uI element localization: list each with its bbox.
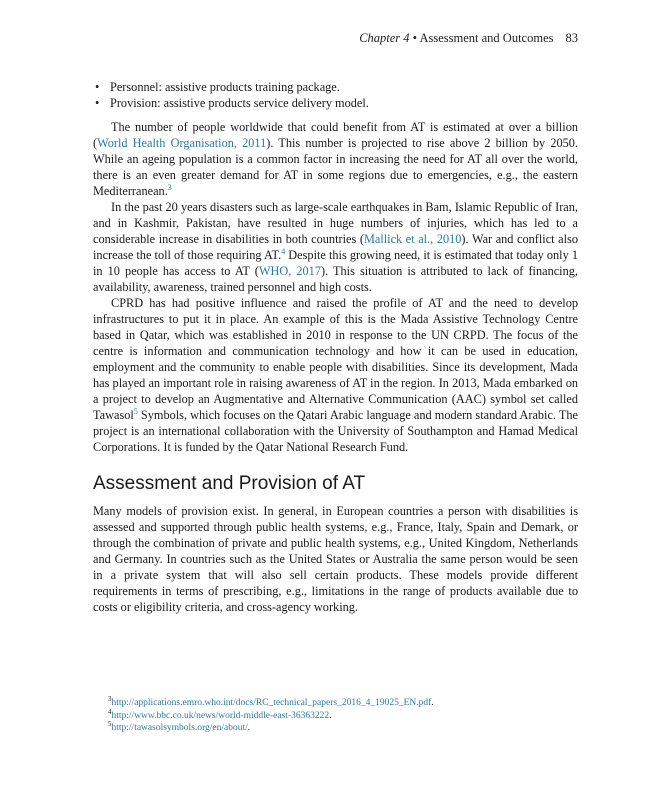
text-run: ). War and conflict also increase the toll of those requiring AT. [93,232,578,262]
footnote-period: . [329,710,332,721]
citation-mallick-2010[interactable]: Mallick et al., 2010 [363,232,462,246]
body-text [93,79,578,615]
citation-who-2017[interactable]: WHO, 2017 [258,264,321,278]
running-head-separator: • [409,31,420,45]
citation-who-2011[interactable]: World Health Organisation, 2011 [97,136,267,150]
text-run: ). This number is projected to rise above 2 billion by 2050. While an ageing population is a common factor in increasing the need for AT all over the world, there is an even greater demand for AT in some regions due to emergencies, e.g., the eastern Mediterranean. [93,136,578,198]
chapter-title: Assessment and Outcomes [419,31,554,45]
bullet-item: • Personnel: assistive products training package. [93,79,578,95]
chapter-label: Chapter 4 [359,31,410,45]
text-run: The number of people worldwide that could benefit from AT is estimated at over a billion ( [93,120,578,150]
footnote-number: 3 [108,694,112,703]
footnote-period: . [247,723,251,733]
section-heading: Assessment and Provision of AT [93,473,366,494]
bullet-item: • Provision: assistive products service delivery model. [93,95,578,111]
bullet-list [93,79,578,111]
text-run: Symbols, which focuses on the Qatari Arabic language and modern standard Arabic. The project is an international collaboration with the University of Southampton and Hamad Medical Corporations. It is funded by the Qatar National Research Fund. [93,408,578,454]
text-run: In the past 20 years disasters such as large-scale earthquakes in Bam, Islamic Republic of Iran, and in Kashmir, Pakistan, have resulted in huge numbers of injuries, which has led to a considerable increase in disabilities in both countries ( [93,200,578,246]
footnote-5 [108,719,434,735]
text-run: CPRD has had positive influence and raised the profile of AT and the need to develop infrastructures to put it in place. An example of this is the Mada Assistive Technology Centre based in Qatar, which was established in 2010 in response to the UN CRPD. The focus of the centre is information and communication technology and how it can be used in education, employment and the community to enable people with disabilities. Since its development, Mada has played an important role in raising awareness of AT in the region. In 2013, Mada embarked on a project to develop an Augmentative and Alternative Communication (AAC) symbol set called Tawasol [93,296,578,422]
footnote-number: 5 [108,719,112,728]
footnote-ref-3[interactable]: 3 [167,182,172,192]
paragraph-disasters [93,199,578,295]
footnote-ref-5[interactable]: 5 [133,406,138,416]
footnote-link[interactable]: http://www.bbc.co.uk/news/world-middle-east-36363222 [111,710,330,721]
footnotes [108,694,434,735]
footnote-number: 4 [108,707,112,716]
running-head [359,31,578,46]
footnote-period: . [431,698,434,708]
footnote-3 [108,694,434,710]
text-run: Despite this growing need, it is estimated that today only 1 in 10 people has access to AT ( [93,248,578,278]
text-run: ). This situation is attributed to lack of financing, availability, awareness, trained personnel and high costs. [93,264,578,294]
paragraph-cprd-mada [93,295,578,455]
footnote-link[interactable]: http://applications.emro.who.int/docs/RC_technical_papers_2016_4_19025_EN.pdf [111,698,432,708]
page-number: 83 [565,31,578,45]
paragraph-at-demand [93,119,578,199]
footnote-ref-4[interactable]: 4 [281,246,286,256]
paragraph-provision-models: Many models of provision exist. In general, in European countries a person with disabilities is assessed and supported through public health systems, e.g., France, Italy, Spain and Demark, or through the combination of private and public health systems, e.g., United Kingdom, Netherlands and Germany. In countries such as the United States or Australia the same person would be seen in a private system that will also sell certain products. These models provide different requirements in terms of prescribing, e.g., limitations in the range of products available due to costs or eligibility criteria, and cross-agency working. [93,504,578,614]
footnote-4 [108,707,434,723]
footnote-link[interactable]: http://tawasolsymbols.org/en/about/ [111,723,248,733]
